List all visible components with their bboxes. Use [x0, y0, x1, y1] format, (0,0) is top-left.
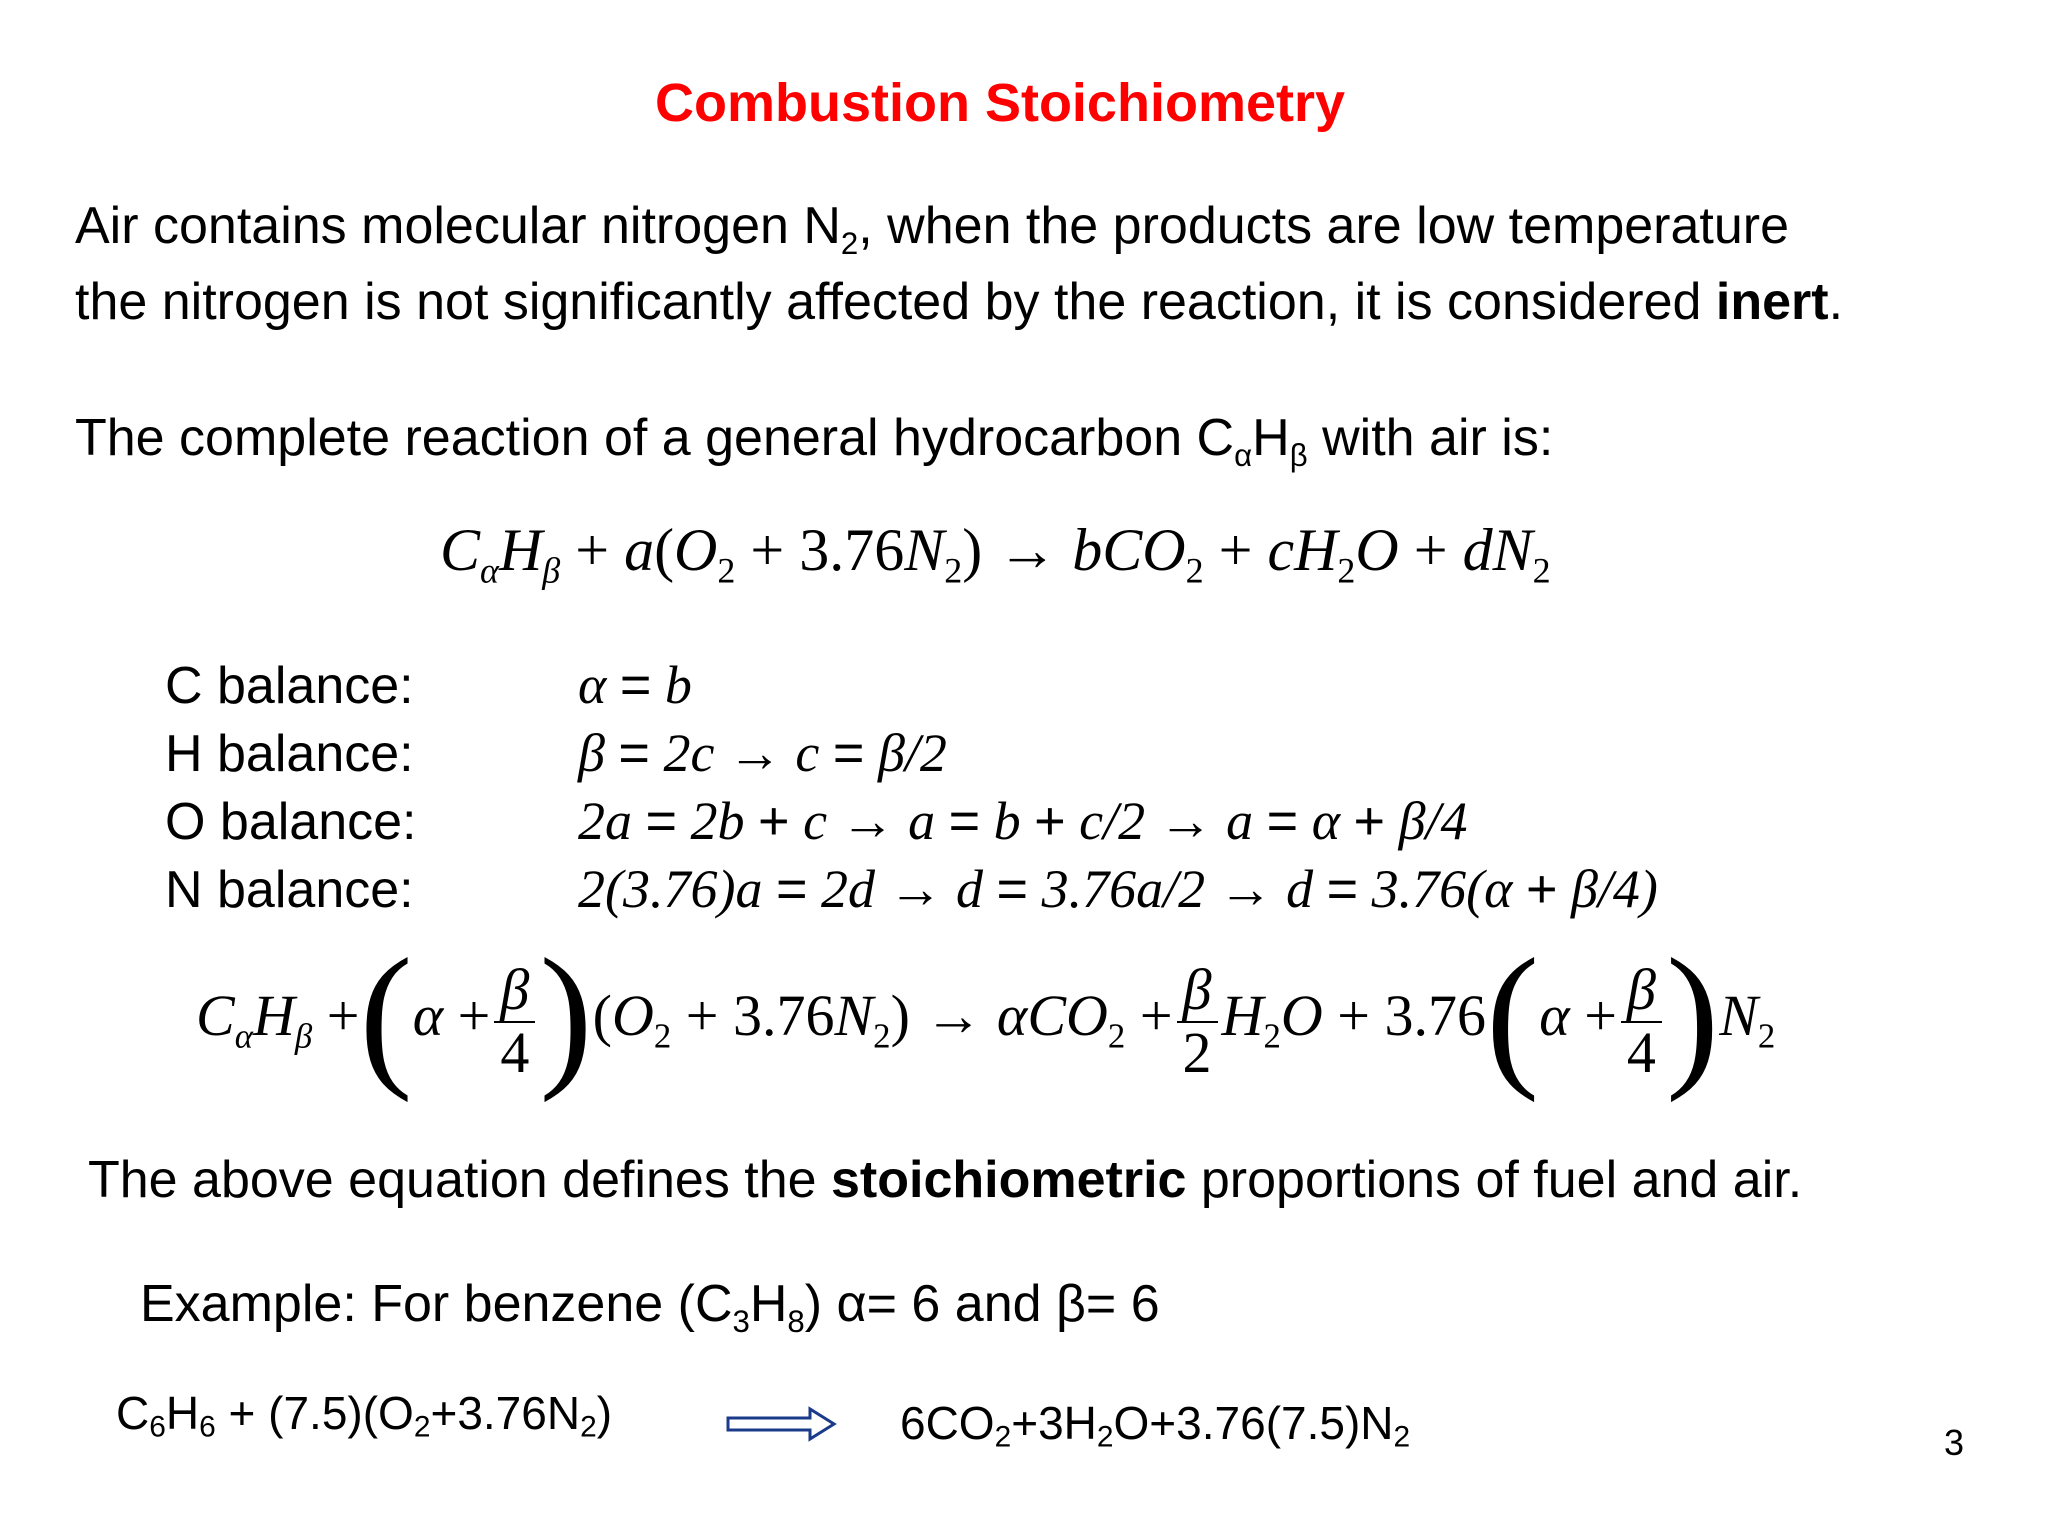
example-reactants: C6H6 + (7.5)(O2+3.76N2) [116, 1387, 613, 1444]
page-number: 3 [1943, 1422, 1964, 1463]
stoichiometric-note: The above equation defines the stoichiometric proportions of fuel and air. [88, 1151, 1803, 1209]
balance-equation-n: 2(3.76)a = 2d → d = 3.76a/2 → d = 3.76(α + β/4) [578, 859, 1658, 919]
balance-equation-h: β = 2c → c = β/2 [578, 723, 947, 783]
balance-equation-c: α = b [578, 655, 692, 715]
balance-label-c: C balance: [165, 657, 414, 715]
balance-label-n: N balance: [165, 861, 414, 919]
balance-label-o: O balance: [165, 793, 417, 851]
general-equation: $C_\alpha H_\beta + a(O_2 + 3.76N_2) \to bCO_2 + cH_2O + dN_2$ [440, 517, 1551, 591]
page-title: Combustion Stoichiometry [654, 73, 1346, 133]
example-line: Example: For benzene $(C_3H_8)$ α= 6 and β= 6 [140, 1275, 1160, 1339]
balance-label-h: H balance: [165, 725, 414, 783]
stoichiometric-equation: $C_\alpha H_\beta +(\alpha$ + $\frac{\beta}{4}$ )$(O_2 + 3.76N_2) \to \alpha CO_2$ + $\frac{\beta}{2}$ $H_2O + 3.76(\alpha$ + $\frac{\beta}{4}$ )$N_2$ [196, 924, 1776, 1103]
intro-line-1: Air contains molecular nitrogen $N_2$, when the products are low temperature [75, 197, 1789, 261]
intro-line-2: the nitrogen is not significantly affected by the reaction, it is considered inert. [75, 273, 1844, 331]
example-products: 6CO2+3H2O+3.76(7.5)N2 [900, 1397, 1411, 1454]
right-arrow-icon [726, 1406, 838, 1442]
balance-equation-o: 2a = 2b + c → a = b + c/2 → a = α + β/4 [578, 791, 1468, 851]
reaction-intro: The complete reaction of a general hydrocarbon $C_\alpha H_\beta$ with air is: [75, 409, 1554, 473]
